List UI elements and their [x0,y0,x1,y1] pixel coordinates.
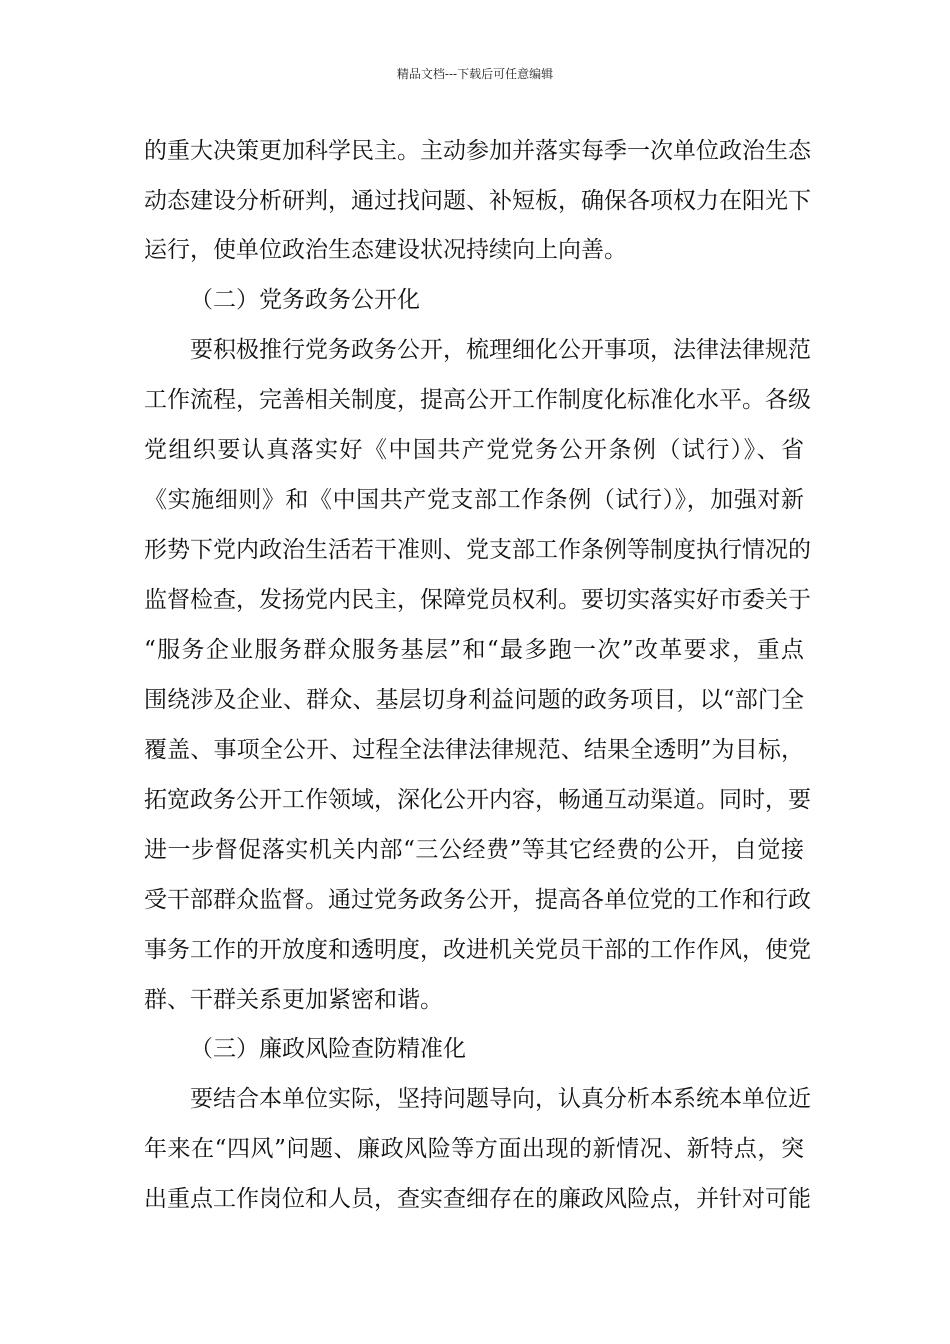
text-line: “服务企业服务群众服务基层”和“最多跑一次”改革要求，重点 [144,637,804,663]
text-line: 进一步督促落实机关内部“三公经费”等其它经费的公开，自觉接 [144,837,804,863]
text-line: 拓宽政务公开工作领域，深化公开内容，畅通互动渠道。同时，要 [144,787,811,813]
text-line: 群、干群关系更加紧密和谐。 [144,987,443,1013]
text-line: 围绕涉及企业、群众、基层切身利益问题的政务项目，以“部门全 [144,687,804,713]
text-line: 形势下党内政治生活若干准则、党支部工作条例等制度执行情况的 [144,537,811,563]
text-line: 党组织要认真落实好《中国共产党党务公开条例（试行）》、省 [144,437,804,463]
text-line: 监督检查，发扬党内民主，保障党员权利。要切实落实好市委关于 [144,587,811,613]
text-line: 动态建设分析研判，通过找问题、补短板，确保各项权力在阳光下 [144,188,811,214]
text-line: 运行，使单位政治生态建设状况持续向上向善。 [144,237,627,263]
section-heading: （二）党务政务公开化 [190,287,420,313]
text-line: 的重大决策更加科学民主。主动参加并落实每季一次单位政治生态 [144,138,811,164]
text-line: 工作流程，完善相关制度，提高公开工作制度化标准化水平。各级 [144,387,811,413]
text-line: 受干部群众监督。通过党务政务公开，提高各单位党的工作和行政 [144,887,811,913]
text-line: 覆盖、事项全公开、过程全法律法律规范、结果全透明”为目标， [144,737,804,763]
section-heading: （三）廉政风险查防精准化 [190,1036,466,1062]
page-header: 精品文档---下载后可任意编辑 [396,67,554,81]
text-line: 出重点工作岗位和人员，查实查细存在的廉政风险点，并针对可能 [144,1186,811,1212]
text-line: 年来在“四风”问题、廉政风险等方面出现的新情况、新特点，突 [144,1136,804,1162]
text-line: 《实施细则》和《中国共产党支部工作条例（试行）》，加强对新 [144,487,804,513]
text-line: 要结合本单位实际，坚持问题导向，认真分析本系统本单位近 [190,1086,811,1112]
text-line: 要积极推行党务政务公开，梳理细化公开事项，法律法律规范 [190,337,811,363]
text-line: 事务工作的开放度和透明度，改进机关党员干部的工作作风，使党 [144,937,811,963]
